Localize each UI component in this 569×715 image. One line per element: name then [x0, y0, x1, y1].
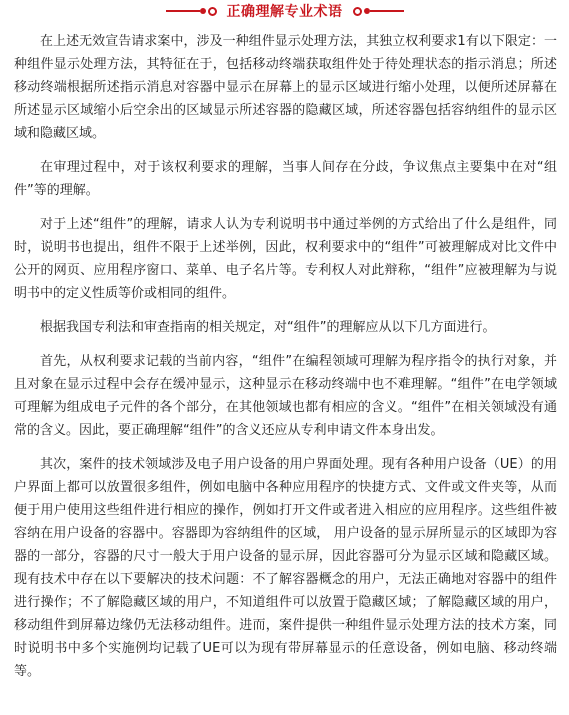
header-left-dot: [200, 8, 206, 14]
section-title: 正确理解专业术语: [226, 4, 343, 20]
article-body: [14, 30, 557, 694]
header-right-line: [370, 10, 404, 12]
paragraph-first-aspect: 首先，从权利要求记载的当前内容，“组件”在编程领域可理解为程序指令的执行对象，并且对象在显示过程中会存在缓冲显示，这种显示在移动终端中也不难理解。“组件”在电学领域可理解为组成电子元件的各个部分，在其他领域也都有相应的含义。“组件”在相关领域没有通常的含义。因此，要正确理解“组件”的含义还应从专利申请文件本身出发。: [14, 354, 557, 438]
header-left-line: [166, 10, 200, 12]
paragraph-case-claim: 在上述无效宣告请求案中，涉及一种组件显示处理方法，其独立权利要求1有以下限定：一种组件显示处理方法，其特征在于，包括移动终端获取组件处于待处理状态的指示消息；所述移动终端根据所述指示消息对容器中显示在屏幕上的显示区域进行缩小处理，以便所述屏幕在所述显示区域缩小后空余出的区域显示所述容器的隐藏区域，所述容器包括容纳组件的显示区域和隐藏区域。: [14, 34, 557, 141]
paragraph-second-aspect: 其次，案件的技术领域涉及电子用户设备的用户界面处理。现有各种用户设备（UE）的用户界面上都可以放置很多组件，例如电脑中各种应用程序的快捷方式、文件或文件夹等，从而便于用户使用这些组件进行相应的操作，例如打开文件或者进入相应的应用程序。这些组件被容纳在用户设备的容器中。容器即为容纳组件的区域， 用户设备的显示屏所显示的区域即为容器的一部分，容器的尺寸一般大于用户设备的显示屏，因此容器可分为显示区域和隐藏区域。现有技术中存在以下要解决的技术问题：不了解容器概念的用户，无法正确地对容器中的组件进行操作；不了解隐藏区域的用户，不知道组件可以放置于隐藏区域；了解隐藏区域的用户，移动组件到屏幕边缘仍无法移动组件。进而，案件提供一种组件显示处理方法的技术方案，同时说明书中多个实施例均记载了UE可以为现有带屏幕显示的任意设备，例如电脑、移动终端等。: [14, 457, 557, 679]
section-header: [0, 0, 569, 22]
paragraph-party-views: 对于上述“组件”的理解，请求人认为专利说明书中通过举例的方式给出了什么是组件，同时，说明书也提出，组件不限于上述举例，因此，权利要求中的“组件”可被理解成对比文件中公开的网页、应用程序窗口、菜单、电子名片等。专利权人对此辩称，“组件”应被理解为与说明书中的定义性质等价或相同的组件。: [14, 217, 557, 301]
header-right-ring-icon: [353, 7, 362, 16]
paragraph-dispute: 在审理过程中，对于该权利要求的理解，当事人间存在分歧，争议焦点主要集中在对“组件”等的理解。: [14, 160, 557, 198]
header-left-ring-icon: [208, 7, 217, 16]
paragraph-legal-basis: 根据我国专利法和审查指南的相关规定，对“组件”的理解应从以下几方面进行。: [40, 320, 496, 335]
